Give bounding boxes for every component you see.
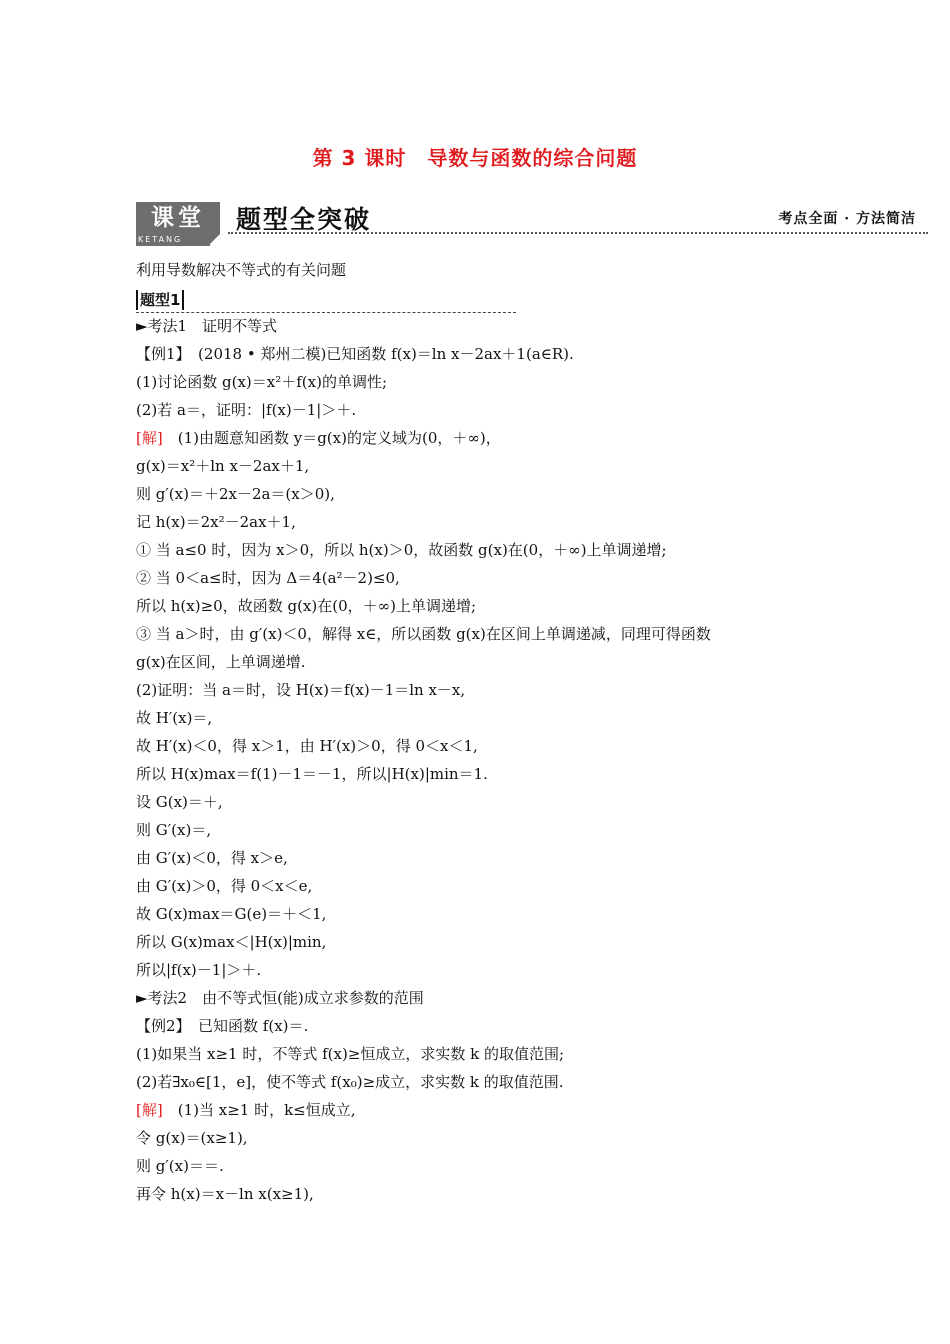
text-line: 则 G′(x)＝, bbox=[136, 821, 212, 839]
text-line: ① 当 a≤0 时，因为 x＞0，所以 h(x)＞0，故函数 g(x)在(0，＋∞)上单调递增; bbox=[136, 541, 667, 559]
section-banner bbox=[136, 198, 928, 250]
type-badge: 题型1 bbox=[136, 290, 184, 310]
text-line: 再令 h(x)＝x－ln x(x≥1), bbox=[136, 1185, 314, 1203]
text-line: ③ 当 a＞时，由 g′(x)＜0，解得 x∈，所以函数 g(x)在区间上单调递减，同理可得函数 bbox=[136, 625, 711, 643]
text-line: 故 H′(x)＝, bbox=[136, 709, 213, 727]
text-line: (2)证明：当 a＝时，设 H(x)＝f(x)－1＝ln x－x, bbox=[136, 681, 466, 699]
banner-box-label: 课堂 bbox=[136, 202, 220, 234]
dashed-divider bbox=[136, 312, 516, 313]
text-line: 故 H′(x)＜0，得 x＞1，由 H′(x)＞0，得 0＜x＜1, bbox=[136, 737, 478, 755]
banner-box-sub: KETANG bbox=[136, 234, 210, 246]
text-line: 令 g(x)＝(x≥1), bbox=[136, 1129, 248, 1147]
text-line: g(x)在区间，上单调递增. bbox=[136, 653, 306, 671]
text-line: 由 G′(x)＜0，得 x＞e, bbox=[136, 849, 288, 867]
text-line: g(x)＝x²＋ln x－2ax＋1, bbox=[136, 457, 310, 475]
text-line: (1)如果当 x≥1 时，不等式 f(x)≥恒成立，求实数 k 的取值范围; bbox=[136, 1045, 565, 1063]
solution-text: (1)由题意知函数 y＝g(x)的定义域为(0，＋∞)， bbox=[162, 429, 501, 447]
method-heading: ►考法1 证明不等式 bbox=[136, 317, 278, 335]
text-line: 故 G(x)max＝G(e)＝＋＜1, bbox=[136, 905, 327, 923]
text-line: (2)若∃x₀∈[1，e]，使不等式 f(x₀)≥成立，求实数 k 的取值范围. bbox=[136, 1073, 564, 1091]
text-line: 则 g′(x)＝＋2x－2a＝(x＞0), bbox=[136, 485, 335, 503]
text-line: 记 h(x)＝2x²－2ax＋1, bbox=[136, 513, 296, 531]
text-line: 所以 H(x)max＝f(1)－1＝－1，所以|H(x)|min＝1. bbox=[136, 765, 488, 783]
page-title: 第 3 课时 导数与函数的综合问题 bbox=[312, 146, 638, 170]
text-line: 所以 G(x)max＜|H(x)|min, bbox=[136, 933, 327, 951]
text-line: 由 G′(x)＞0，得 0＜x＜e, bbox=[136, 877, 313, 895]
banner-tagline: 考点全面 · 方法简洁 bbox=[778, 211, 916, 227]
banner-heading: 题型全突破 bbox=[236, 205, 372, 234]
solution-tag: [解] bbox=[136, 429, 163, 447]
example-statement: 【例1】 (2018 • 郑州二模)已知函数 f(x)＝ln x－2ax＋1(a∈R). bbox=[136, 345, 574, 363]
example-statement: 【例2】 已知函数 f(x)＝. bbox=[136, 1017, 309, 1035]
banner-triangle bbox=[208, 234, 220, 246]
section-heading: 利用导数解决不等式的有关问题 bbox=[136, 261, 347, 279]
type-badge-row bbox=[136, 290, 184, 310]
text-line: (2)若 a＝，证明：|f(x)－1|＞＋. bbox=[136, 401, 357, 419]
solution-line bbox=[136, 428, 501, 448]
text-line: 则 g′(x)＝＝. bbox=[136, 1157, 224, 1175]
method-heading: ►考法2 由不等式恒(能)成立求参数的范围 bbox=[136, 989, 424, 1007]
text-line: 设 G(x)＝＋, bbox=[136, 793, 223, 811]
solution-text: (1)当 x≥1 时，k≤恒成立, bbox=[162, 1101, 356, 1119]
solution-tag: [解] bbox=[136, 1101, 163, 1119]
banner-divider bbox=[228, 232, 928, 234]
text-line: ② 当 0＜a≤时，因为 Δ＝4(a²－2)≤0, bbox=[136, 569, 400, 587]
text-line: 所以 h(x)≥0，故函数 g(x)在(0，＋∞)上单调递增; bbox=[136, 597, 477, 615]
text-line: 所以|f(x)－1|＞＋. bbox=[136, 961, 262, 979]
solution-line bbox=[136, 1100, 356, 1120]
text-line: (1)讨论函数 g(x)＝x²＋f(x)的单调性; bbox=[136, 373, 388, 391]
